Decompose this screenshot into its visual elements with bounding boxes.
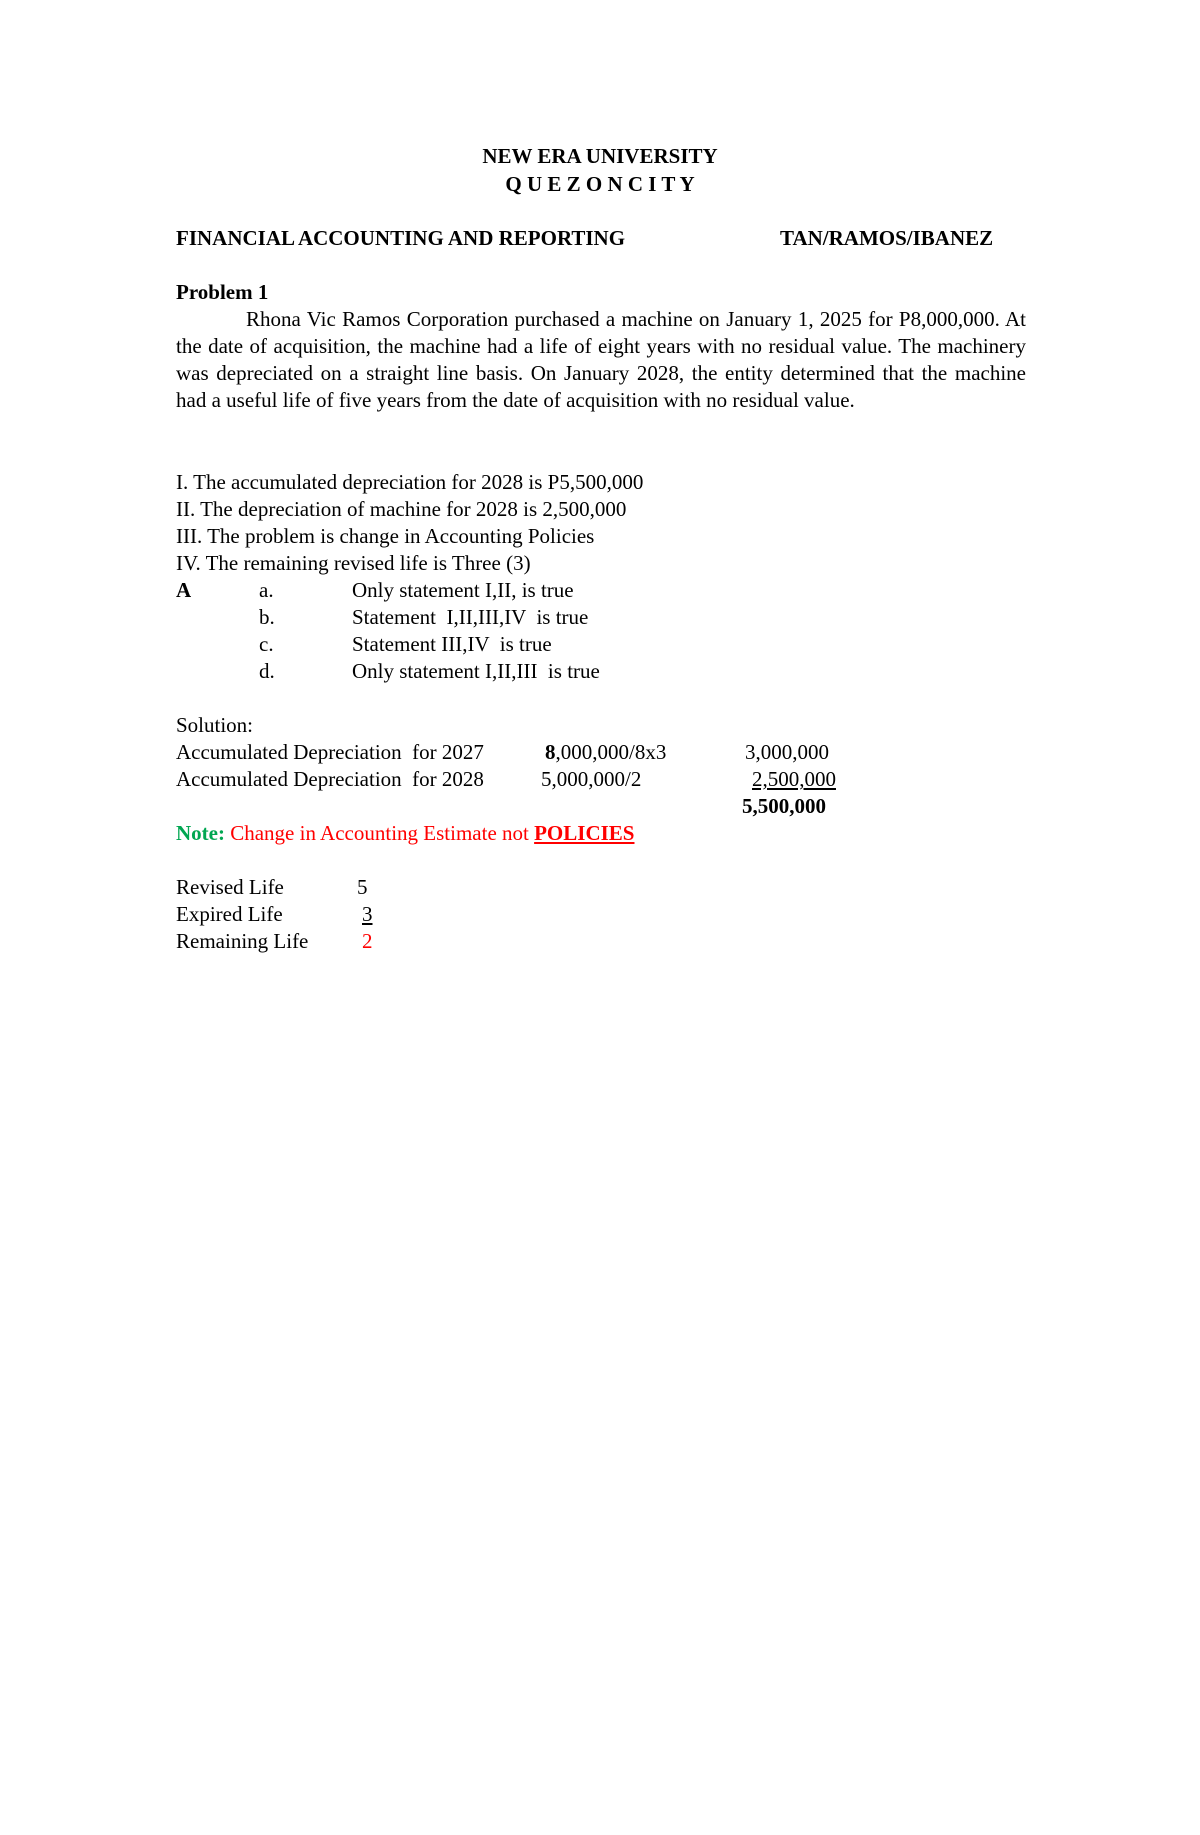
choice-text: Only statement I,II, is true — [352, 578, 574, 602]
choice-letter: d. — [259, 659, 275, 683]
solution-total: 5,500,000 — [742, 794, 826, 818]
life-label: Remaining Life — [176, 929, 309, 953]
solution-row-label: Accumulated Depreciation for 2028 — [176, 767, 484, 791]
solution-row-formula — [545, 739, 666, 766]
statement-4: IV. The remaining revised life is Three (3) — [176, 551, 531, 575]
choice-letter: a. — [259, 578, 274, 602]
life-label: Expired Life — [176, 902, 283, 926]
course-title: FINANCIAL ACCOUNTING AND REPORTING — [176, 226, 626, 250]
formula-rest-part: ,000,000/8x3 — [555, 740, 667, 764]
solution-row-label: Accumulated Depreciation for 2027 — [176, 740, 484, 764]
solution-row-amount: 2,500,000 — [752, 767, 836, 791]
choice-text: Statement III,IV is true — [352, 632, 552, 656]
remaining-life-value: 2 — [362, 929, 373, 953]
problem-text: Rhona Vic Ramos Corporation purchased a machine on January 1, 2025 for P8,000,000. At the date of acquisition, the machine had a life of eight years with no residual value. The machinery was depreciated on a straight line basis. On January 2028, the entity determined that the machine had a useful life of five years from the date of acquisition with no residual value. — [176, 307, 1026, 412]
statement-1: I. The accumulated depreciation for 2028 is P5,500,000 — [176, 470, 644, 494]
city-name: Q U E Z O N C I T Y — [505, 172, 695, 196]
formula-rest-part: 5,000,000/2 — [541, 767, 642, 791]
formula-bold-part: 8 — [545, 740, 556, 764]
life-label: Revised Life — [176, 875, 284, 899]
life-value: 3 — [362, 902, 373, 926]
answer-letter: A — [176, 578, 192, 602]
university-name: NEW ERA UNIVERSITY — [482, 144, 718, 168]
choice-text: Only statement I,II,III is true — [352, 659, 600, 683]
life-value: 5 — [357, 875, 368, 899]
note-label: Note: — [176, 821, 225, 845]
solution-row-formula — [541, 766, 641, 793]
instructor-names: TAN/RAMOS/IBANEZ — [780, 226, 994, 250]
choice-text: Statement I,II,III,IV is true — [352, 605, 589, 629]
problem-title: Problem 1 — [176, 280, 269, 304]
solution-row-amount: 3,000,000 — [745, 740, 829, 764]
statement-2: II. The depreciation of machine for 2028 is 2,500,000 — [176, 497, 627, 521]
choice-letter: b. — [259, 605, 275, 629]
choice-letter: c. — [259, 632, 274, 656]
note-line — [176, 820, 634, 847]
note-text: Change in Accounting Estimate not — [224, 821, 535, 845]
statement-3: III. The problem is change in Accounting Policies — [176, 524, 595, 548]
note-emphasis: POLICIES — [534, 821, 635, 845]
solution-label: Solution: — [176, 713, 254, 737]
